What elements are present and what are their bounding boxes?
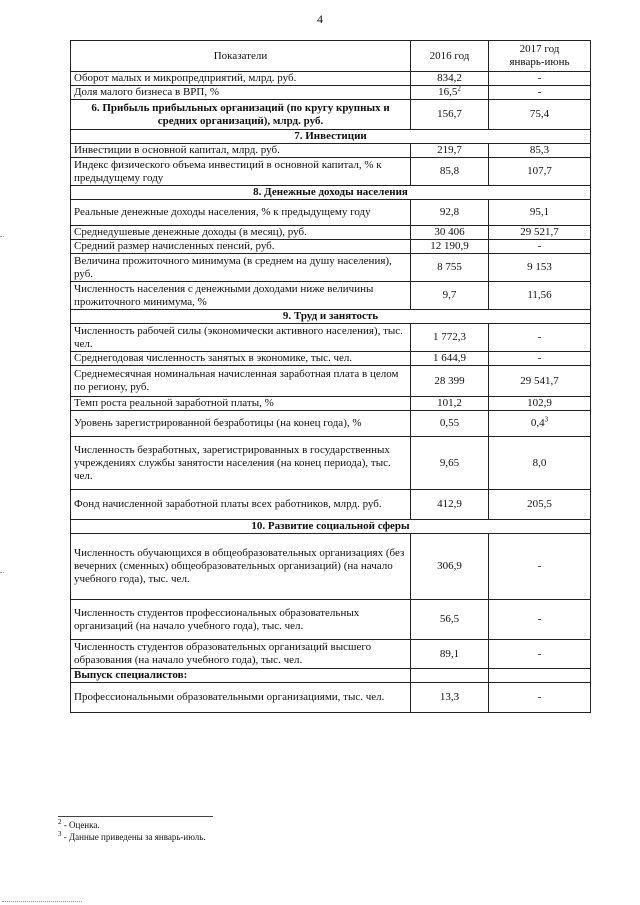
indicator-cell bbox=[71, 254, 411, 282]
indicator-cell bbox=[71, 324, 411, 352]
footnote-divider bbox=[58, 816, 213, 817]
table-row bbox=[71, 282, 591, 310]
section-header-row bbox=[71, 310, 591, 324]
indicator-cell bbox=[71, 640, 411, 669]
value-2017-cell-text: 85,3 bbox=[529, 144, 550, 156]
value-2017-cell-text: - bbox=[537, 613, 542, 625]
table-row bbox=[71, 144, 591, 158]
value-2016-cell-text: 1 772,3 bbox=[433, 331, 466, 343]
value-2016-cell-text: 306,9 bbox=[437, 560, 462, 572]
value-2017-cell-text: 0,4 bbox=[530, 417, 545, 429]
indicator-cell bbox=[71, 366, 411, 397]
value-2017-cell bbox=[489, 324, 591, 352]
value-2016-cell bbox=[411, 226, 489, 240]
value-2016-cell bbox=[411, 600, 489, 640]
value-2017-cell-text: 95,1 bbox=[529, 206, 550, 218]
indicator-cell bbox=[71, 240, 411, 254]
value-2016-cell-text: 219,7 bbox=[437, 144, 462, 156]
header-2017 bbox=[489, 41, 591, 72]
value-2016-cell bbox=[411, 352, 489, 366]
value-2017-cell bbox=[489, 600, 591, 640]
value-2016-cell bbox=[411, 86, 489, 100]
bottom-edge-dots bbox=[2, 901, 82, 902]
table-row bbox=[71, 200, 591, 226]
table-row bbox=[71, 240, 591, 254]
section-header-row bbox=[71, 186, 591, 200]
value-2016-cell bbox=[411, 72, 489, 86]
value-2017-cell bbox=[489, 254, 591, 282]
value-2016-cell-text: 412,9 bbox=[437, 498, 462, 510]
value-2017-cell-text: 107,7 bbox=[527, 165, 552, 177]
footnote-number: 3 bbox=[58, 830, 62, 838]
footnote-number: 2 bbox=[58, 818, 62, 826]
indicator-cell bbox=[71, 86, 411, 100]
value-2016-cell bbox=[411, 282, 489, 310]
value-2016-cell-text: 89,1 bbox=[439, 647, 460, 660]
value-2017-cell-text: - bbox=[537, 647, 542, 660]
indicator-cell-text: Инвестиции в основной капитал, млрд. руб. bbox=[74, 144, 280, 156]
indicator-cell bbox=[71, 600, 411, 640]
section-title: 9. Труд и занятость bbox=[71, 310, 591, 324]
statistics-table bbox=[70, 40, 591, 713]
indicator-cell bbox=[71, 72, 411, 86]
value-2016-cell-text: 834,2 bbox=[437, 72, 462, 84]
table-row bbox=[71, 600, 591, 640]
indicator-cell bbox=[71, 397, 411, 411]
value-2016-cell-text: 28 399 bbox=[434, 374, 465, 387]
value-2016-cell bbox=[411, 669, 489, 683]
table-row bbox=[71, 366, 591, 397]
value-2017-cell-text: - bbox=[537, 331, 542, 343]
table-row bbox=[71, 86, 591, 100]
header-indicator: Показатели bbox=[71, 41, 411, 72]
value-2016-cell-text: 9,7 bbox=[442, 289, 457, 301]
value-2016-cell bbox=[411, 683, 489, 713]
indicator-cell-text: Среднедушевые денежные доходы (в месяц), руб. bbox=[74, 226, 307, 238]
table-row bbox=[71, 437, 591, 490]
value-2016-cell-text: 85,8 bbox=[439, 165, 460, 177]
page-number: 4 bbox=[317, 12, 323, 26]
indicator-cell-text: Профессиональными образовательными организациями, тыс. чел. bbox=[74, 691, 385, 703]
value-2017-cell bbox=[489, 72, 591, 86]
indicator-cell-text: Выпуск специалистов: bbox=[74, 669, 188, 681]
indicator-cell-text: Численность обучающихся в общеобразовательных организациях (без вечерних (сменных) общеобразовательных организаций) (на начало учебного года), тыс. чел. bbox=[74, 547, 405, 585]
table-body bbox=[71, 72, 591, 713]
section-header-row bbox=[71, 130, 591, 144]
indicator-cell-text: Численность безработных, зарегистрированных в государственных учреждениях службы занятости населения (на конец периода), тыс. чел. bbox=[74, 443, 391, 482]
value-2016-cell bbox=[411, 490, 489, 520]
table-row bbox=[71, 226, 591, 240]
table-header-row bbox=[71, 41, 591, 72]
indicator-cell-text: Численность населения с денежными доходами ниже величины прожиточного минимума, % bbox=[74, 282, 374, 308]
table-row bbox=[71, 254, 591, 282]
value-2016-cell bbox=[411, 411, 489, 437]
indicator-cell bbox=[71, 100, 411, 130]
indicator-cell-text: Уровень зарегистрированной безработицы (на конец года), % bbox=[74, 417, 362, 429]
footnote-mark: 2 bbox=[457, 84, 461, 93]
value-2017-cell bbox=[489, 86, 591, 100]
value-2017-cell bbox=[489, 534, 591, 600]
value-2017-cell-text: 102,9 bbox=[527, 397, 552, 409]
value-2016-cell bbox=[411, 240, 489, 254]
footnote-mark: 3 bbox=[544, 415, 549, 424]
indicator-cell bbox=[71, 669, 411, 683]
value-2017-cell bbox=[489, 437, 591, 490]
section-title: 7. Инвестиции bbox=[71, 130, 591, 144]
indicator-cell bbox=[71, 352, 411, 366]
indicator-cell-text: Фонд начисленной заработной платы всех работников, млрд. руб. bbox=[74, 498, 382, 510]
footnote bbox=[58, 831, 206, 843]
value-2016-cell-text: 1 644,9 bbox=[433, 352, 466, 364]
value-2017-cell bbox=[489, 397, 591, 411]
footnote bbox=[58, 819, 206, 831]
value-2017-cell bbox=[489, 490, 591, 520]
indicator-cell-text: 6. Прибыль прибыльных организаций (по кругу крупных и средних организаций), млрд. руб. bbox=[91, 101, 390, 127]
value-2017-cell bbox=[489, 683, 591, 713]
value-2016-cell bbox=[411, 366, 489, 397]
value-2017-cell bbox=[489, 640, 591, 669]
margin-mark bbox=[0, 572, 4, 573]
value-2016-cell-text: 156,7 bbox=[437, 108, 462, 120]
value-2016-cell bbox=[411, 640, 489, 669]
value-2017-cell bbox=[489, 158, 591, 186]
value-2017-cell-text: 11,56 bbox=[527, 289, 552, 301]
value-2016-cell bbox=[411, 100, 489, 130]
indicator-cell bbox=[71, 411, 411, 437]
section-header-row bbox=[71, 520, 591, 534]
table-row bbox=[71, 683, 591, 713]
value-2017-cell bbox=[489, 240, 591, 254]
indicator-cell-text: Численность студентов профессиональных образовательных организаций (на начало учебного года), тыс. чел. bbox=[74, 606, 360, 632]
indicator-cell-text: Реальные денежные доходы населения, % к предыдущему году bbox=[74, 206, 371, 218]
table-row bbox=[71, 158, 591, 186]
table-row bbox=[71, 100, 591, 130]
table-row bbox=[71, 490, 591, 520]
value-2016-cell-text: 12 190,9 bbox=[430, 240, 469, 252]
footnote-text: - Данные приведены за январь-июль. bbox=[61, 832, 206, 842]
value-2017-cell-text: - bbox=[537, 560, 542, 572]
value-2017-cell bbox=[489, 144, 591, 158]
value-2017-cell-text: 75,4 bbox=[529, 108, 550, 120]
value-2016-cell bbox=[411, 158, 489, 186]
value-2017-cell-text: 29 541,7 bbox=[520, 374, 559, 387]
indicator-cell bbox=[71, 534, 411, 600]
header-2017-year: 2017 год bbox=[519, 43, 560, 55]
indicator-cell-text: Темп роста реальной заработной платы, % bbox=[74, 397, 274, 409]
value-2017-cell bbox=[489, 366, 591, 397]
indicator-cell bbox=[71, 437, 411, 490]
indicator-cell bbox=[71, 144, 411, 158]
indicator-cell-text: Среднегодовая численность занятых в экономике, тыс. чел. bbox=[74, 352, 353, 364]
value-2017-cell-text: - bbox=[537, 691, 542, 703]
indicator-cell-text: Индекс физического объема инвестиций в основной капитал, % к предыдущему году bbox=[74, 158, 382, 184]
value-2017-cell bbox=[489, 200, 591, 226]
value-2016-cell-text: 101,2 bbox=[437, 397, 462, 409]
value-2017-cell bbox=[489, 669, 591, 683]
section-title: 10. Развитие социальной сферы bbox=[71, 520, 591, 534]
value-2017-cell bbox=[489, 282, 591, 310]
value-2016-cell-text: 13,3 bbox=[439, 691, 460, 703]
table-row bbox=[71, 534, 591, 600]
indicator-cell bbox=[71, 683, 411, 713]
header-2017-period: январь-июнь bbox=[509, 56, 570, 68]
value-2016-cell bbox=[411, 254, 489, 282]
table-row bbox=[71, 352, 591, 366]
value-2016-cell-text: 56,5 bbox=[439, 613, 460, 625]
value-2016-cell-text: 92,8 bbox=[439, 206, 460, 218]
value-2017-cell bbox=[489, 226, 591, 240]
value-2016-cell bbox=[411, 397, 489, 411]
indicator-cell bbox=[71, 282, 411, 310]
value-2017-cell bbox=[489, 411, 591, 437]
value-2016-cell bbox=[411, 534, 489, 600]
value-2016-cell bbox=[411, 324, 489, 352]
indicator-cell-text: Величина прожиточного минимума (в среднем на душу населения), руб. bbox=[74, 254, 392, 280]
value-2016-cell-text: 9,65 bbox=[439, 456, 460, 469]
section-title: 8. Денежные доходы населения bbox=[71, 186, 591, 200]
indicator-cell bbox=[71, 158, 411, 186]
table-row bbox=[71, 324, 591, 352]
indicator-cell bbox=[71, 490, 411, 520]
footnote-text: - Оценка. bbox=[61, 820, 100, 830]
indicator-cell bbox=[71, 200, 411, 226]
value-2016-cell-text: 30 406 bbox=[434, 226, 465, 238]
table-row bbox=[71, 72, 591, 86]
value-2017-cell-text: 29 521,7 bbox=[520, 226, 559, 238]
table-row bbox=[71, 640, 591, 669]
value-2016-cell-text: 16,5 bbox=[438, 86, 458, 98]
table-row bbox=[71, 669, 591, 683]
value-2016-cell bbox=[411, 200, 489, 226]
value-2016-cell bbox=[411, 144, 489, 158]
value-2017-cell-text: 8,0 bbox=[532, 456, 547, 469]
value-2016-cell bbox=[411, 437, 489, 490]
table-row bbox=[71, 411, 591, 437]
value-2016-cell-text: 8 755 bbox=[437, 261, 462, 273]
indicator-cell-text: Доля малого бизнеса в ВРП, % bbox=[74, 86, 220, 98]
value-2017-cell bbox=[489, 100, 591, 130]
value-2017-cell-text: - bbox=[537, 352, 542, 364]
indicator-cell-text: Численность студентов образовательных организаций высшего образования (на начало учебного года), тыс. чел. bbox=[74, 641, 372, 666]
value-2017-cell bbox=[489, 352, 591, 366]
value-2017-cell-text: - bbox=[537, 86, 542, 98]
indicator-cell-text: Оборот малых и микропредприятий, млрд. руб. bbox=[74, 72, 297, 84]
value-2017-cell-text: 9 153 bbox=[527, 261, 552, 273]
value-2017-cell-text: - bbox=[537, 72, 542, 84]
indicator-cell-text: Средний размер начисленных пенсий, руб. bbox=[74, 240, 275, 252]
footnotes bbox=[58, 819, 206, 843]
indicator-cell bbox=[71, 226, 411, 240]
indicator-cell-text: Численность рабочей силы (экономически активного населения), тыс. чел. bbox=[74, 324, 403, 350]
header-2016: 2016 год bbox=[411, 41, 489, 72]
value-2017-cell-text: - bbox=[537, 240, 542, 252]
value-2016-cell-text: 0,55 bbox=[439, 417, 460, 429]
value-2017-cell-text: 205,5 bbox=[527, 498, 552, 510]
indicator-cell-text: Среднемесячная номинальная начисленная заработная плата в целом по региону, руб. bbox=[74, 368, 399, 393]
table-row bbox=[71, 397, 591, 411]
margin-mark bbox=[0, 236, 4, 237]
